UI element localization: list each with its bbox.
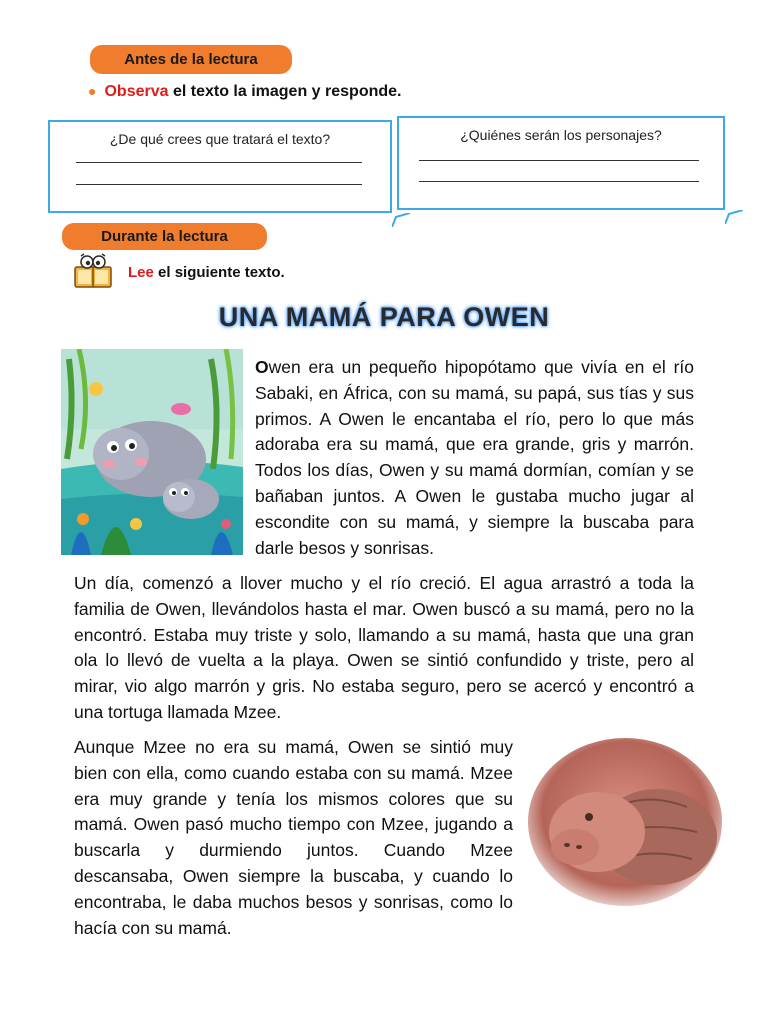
section-label-during-reading: Durante la lectura — [62, 223, 267, 250]
read-instruction — [128, 264, 285, 281]
question-topic: ¿De qué crees que tratará el texto? — [109, 131, 331, 147]
instruction-verb-observa: Observa — [104, 83, 169, 100]
answer-line[interactable] — [76, 184, 362, 185]
instruction-text: el siguiente texto. — [153, 264, 285, 281]
answer-line[interactable] — [76, 162, 362, 163]
answer-line[interactable] — [419, 160, 699, 161]
story-paragraph-2: Un día, comenzó a llover mucho y el río creció. El agua arrastró a toda la familia de Owen, llevándolos hasta el mar. Owen buscó a su mamá, pero no la encontró. Estaba muy triste y solo, llamando a su mamá, hasta que una gran ola lo llevó de vuelta a la playa. Owen se sintió confundido y triste, pero al mirar, vio algo marrón y gris. No estaba seguro, pero se acercó y encontró a una tortuga llamada Mzee. — [74, 573, 694, 722]
question-box-topic — [48, 120, 392, 213]
story-paragraph-3: Aunque Mzee no era su mamá, Owen se sintió muy bien con ella, como cuando estaba con su mamá. Mzee era muy grande y tenía los mismos colores que su mamá. Owen pasó mucho tiempo con Mzee, jugando a buscarla y durmiendo juntos. Cuando Mzee descansaba, Owen siempre la buscaba, y cuando lo encontraba, le daba muchos besos y sonrisas, como lo hacía con su mamá. — [74, 737, 513, 938]
drop-cap: O — [255, 357, 269, 377]
section-label-before-reading: Antes de la lectura — [90, 45, 292, 74]
story-paragraph-1 — [255, 355, 694, 561]
answer-line[interactable] — [419, 181, 699, 182]
observe-instruction — [88, 83, 401, 101]
paragraph-text: wen era un pequeño hipopótamo que vivía en el río Sabaki, en África, con su mamá, su papá, sus tías y sus primos. A Owen le encantaba el río, pero lo que más adoraba era su mamá, que era grande, gris y marrón. Todos los días, Owen y su mamá dormían, comían y se bañaban juntos. A Owen le gustaba mucho jugar al escondite con su mamá, y siempre la buscaba para darle besos y sonrisas. — [255, 357, 694, 558]
instruction-verb-lee: Lee — [128, 264, 154, 281]
reading-book-icon — [72, 253, 114, 289]
hippo-tortoise-photo — [527, 737, 723, 908]
story-title: UNA MAMÁ PARA OWEN — [218, 302, 550, 332]
question-box-characters — [397, 116, 725, 210]
bullet-dot-icon: ● — [88, 83, 97, 99]
question-characters: ¿Quiénes serán los personajes? — [460, 127, 662, 143]
instruction-text: el texto la imagen y responde. — [168, 83, 402, 100]
hippo-illustration — [61, 349, 243, 555]
